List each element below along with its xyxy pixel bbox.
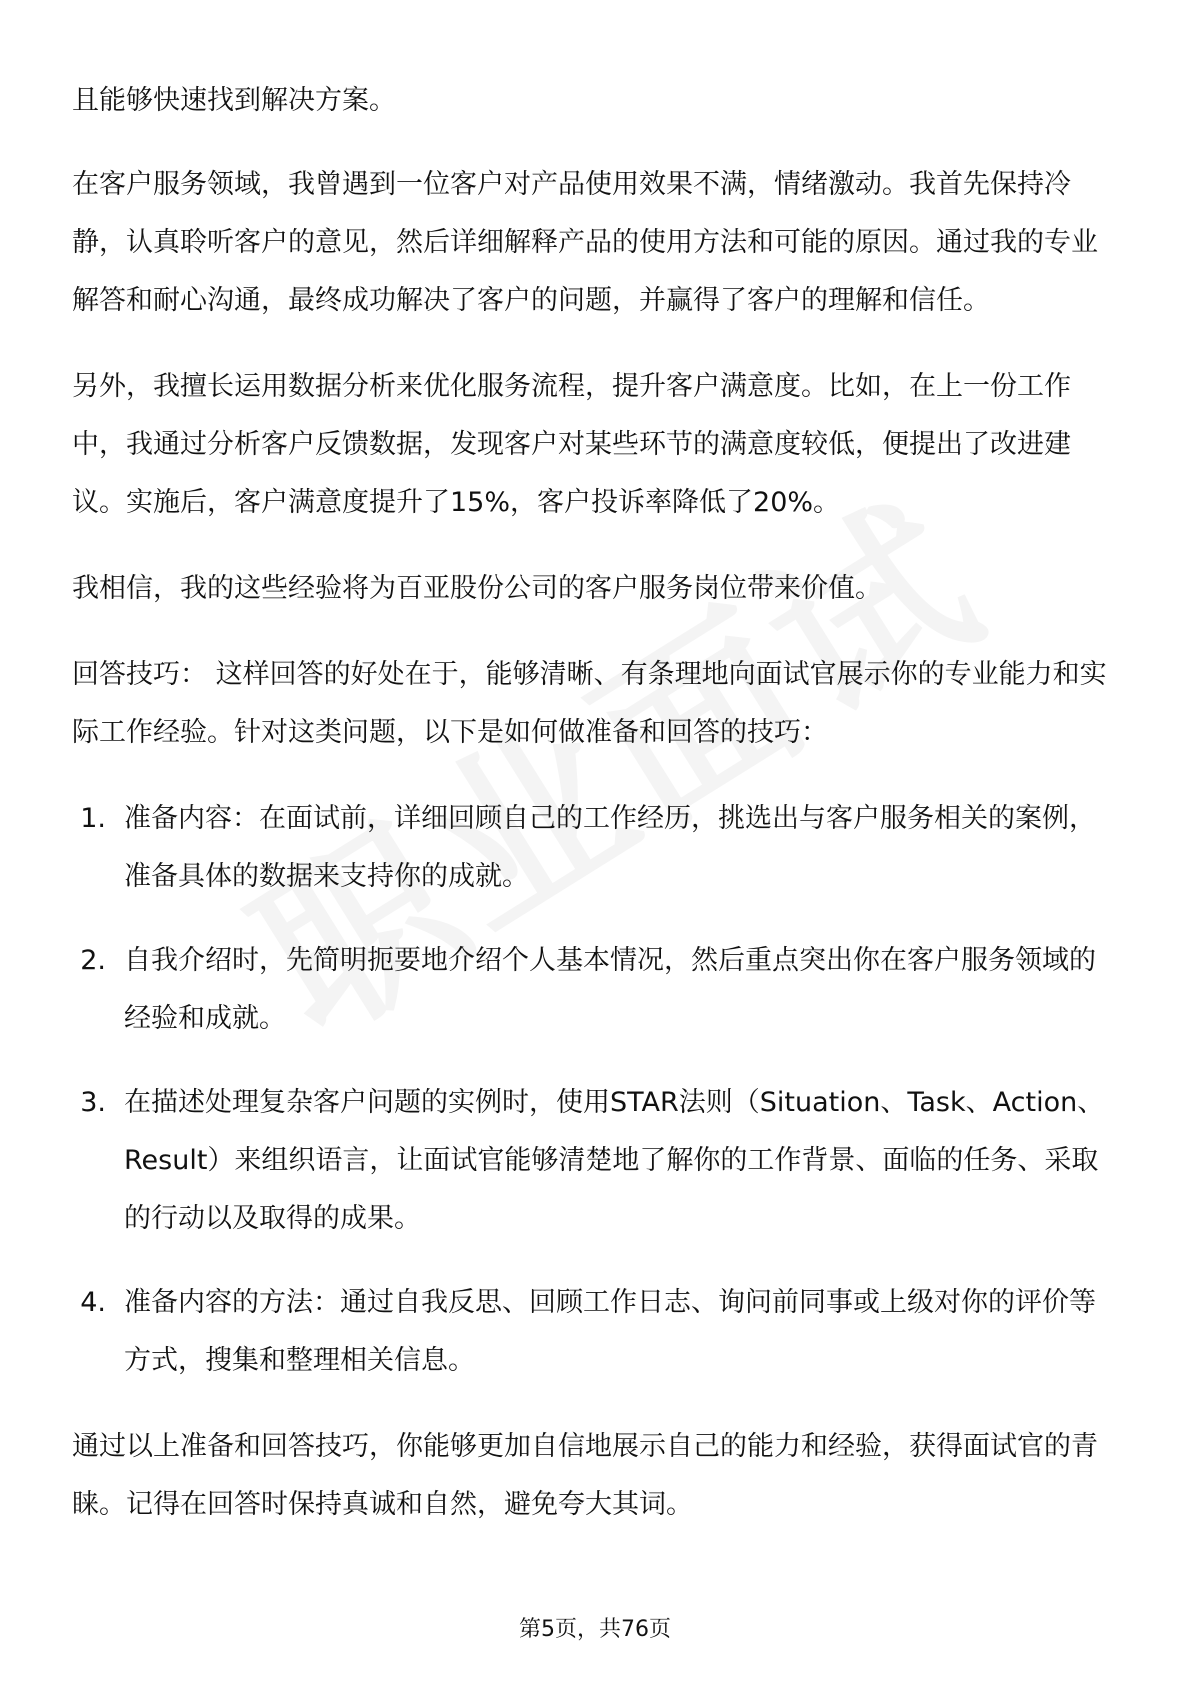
list-item: [72, 790, 1118, 906]
list-text: 准备内容的方法：通过自我反思、回顾工作日志、询问前同事或上级对你的评价等方式，搜集和整理相关信息。: [124, 1287, 1096, 1376]
list-number: 3.: [80, 1087, 106, 1118]
list-number: 2.: [80, 945, 106, 976]
page-content: [72, 72, 1118, 1562]
paragraph: 回答技巧： 这样回答的好处在于，能够清晰、有条理地向面试官展示你的专业能力和实际工作经验。针对这类问题，以下是如何做准备和回答的技巧：: [72, 659, 1107, 748]
closing-paragraph: 通过以上准备和回答技巧，你能够更加自信地展示自己的能力和经验，获得面试官的青睐。记得在回答时保持真诚和自然，避免夸大其词。: [72, 1431, 1098, 1520]
list-text: 准备内容：在面试前，详细回顾自己的工作经历，挑选出与客户服务相关的案例，准备具体的数据来支持你的成就。: [124, 803, 1096, 892]
page-number: 第5页，共76页: [519, 1617, 671, 1642]
tips-list: [72, 790, 1118, 1390]
paragraph: 我相信，我的这些经验将为百亚股份公司的客户服务岗位带来价值。: [72, 573, 882, 604]
list-item: [72, 1074, 1118, 1248]
list-number: 4.: [80, 1287, 106, 1318]
list-item: [72, 932, 1118, 1048]
paragraph: 在客户服务领域，我曾遇到一位客户对产品使用效果不满，情绪激动。我首先保持冷静，认真聆听客户的意见，然后详细解释产品的使用方法和可能的原因。通过我的专业解答和耐心沟通，最终成功解决了客户的问题，并赢得了客户的理解和信任。: [72, 169, 1098, 316]
list-item: [72, 1274, 1118, 1390]
paragraph: 另外，我擅长运用数据分析来优化服务流程，提升客户满意度。比如，在上一份工作中，我通过分析客户反馈数据，发现客户对某些环节的满意度较低，便提出了改进建议。实施后，客户满意度提升了15%，客户投诉率降低了20%。: [72, 371, 1071, 518]
list-text: 在描述处理复杂客户问题的实例时，使用STAR法则（Situation、Task、Action、Result）来组织语言，让面试官能够清楚地了解你的工作背景、面临的任务、采取的行动以及取得的成果。: [124, 1087, 1105, 1234]
list-number: 1.: [80, 803, 106, 834]
paragraph: 且能够快速找到解决方案。: [72, 85, 396, 116]
list-text: 自我介绍时，先简明扼要地介绍个人基本情况，然后重点突出你在客户服务领域的经验和成就。: [124, 945, 1096, 1034]
